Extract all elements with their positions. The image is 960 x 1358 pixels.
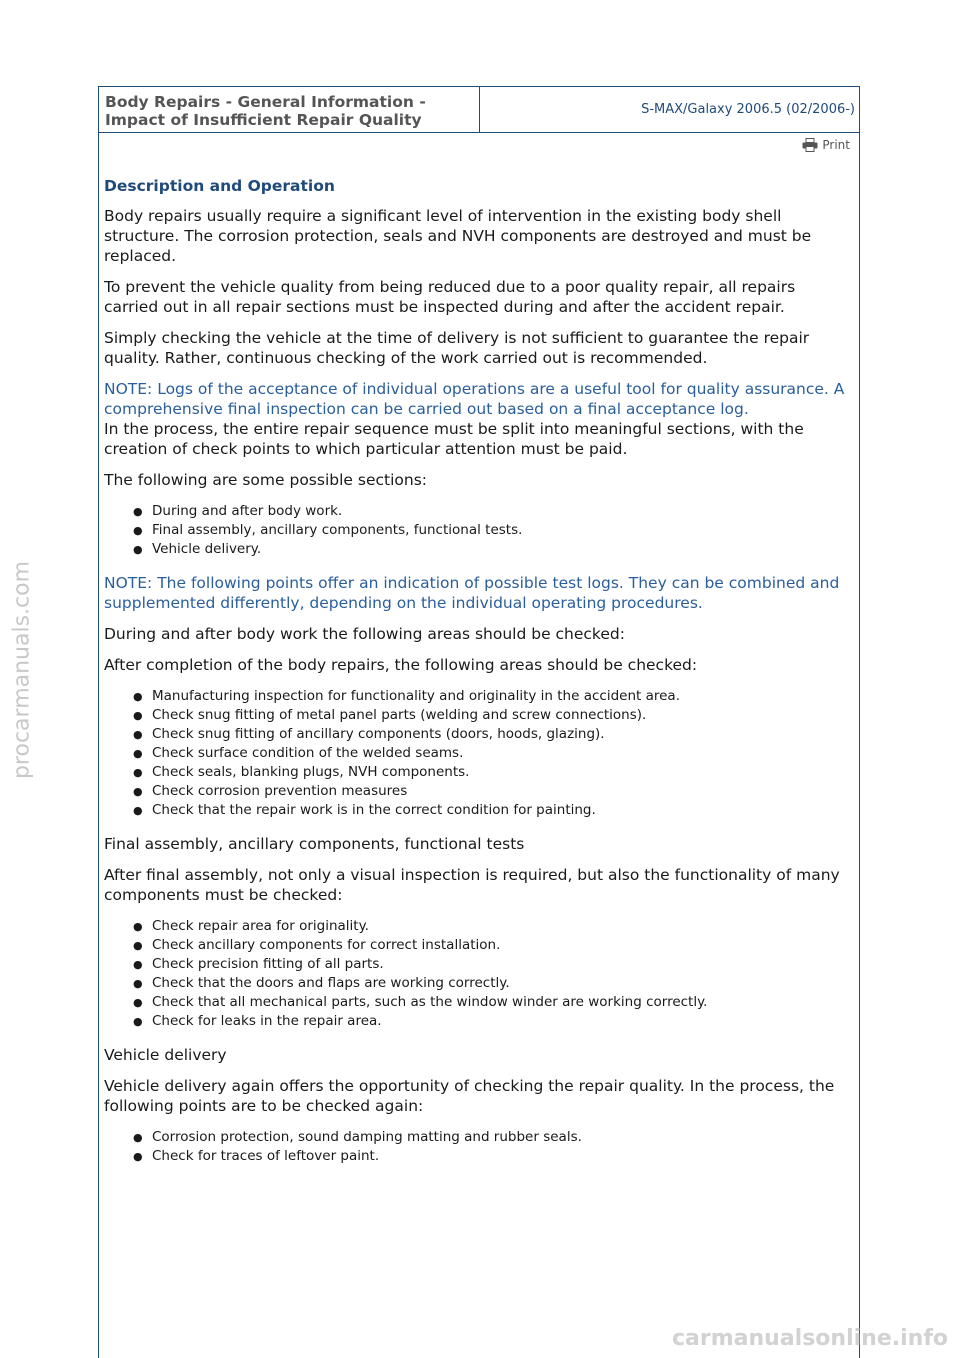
section-title: Description and Operation bbox=[104, 177, 335, 195]
list-item: ● Check corrosion prevention measures bbox=[152, 782, 849, 801]
sections-list bbox=[104, 502, 849, 559]
paragraph: Final assembly, ancillary components, functional tests bbox=[104, 835, 525, 853]
delivery-checks-list bbox=[104, 1128, 849, 1166]
document-header bbox=[98, 86, 860, 133]
side-watermark-text: procarmanuals.com bbox=[9, 560, 35, 780]
list-item: ● Check repair area for originality. bbox=[152, 917, 849, 936]
paragraph: After completion of the body repairs, the following areas should be checked: bbox=[104, 656, 698, 674]
paragraph: Body repairs usually require a significant level of intervention in the existing body shell structure. The corrosion protection, seals and NVH components are destroyed and must be replaced. bbox=[104, 207, 812, 265]
body-checks-list bbox=[104, 687, 849, 820]
paragraph: After final assembly, not only a visual inspection is required, but also the functionality of many components must be checked: bbox=[104, 866, 840, 904]
bottom-watermark: carmanualsonline.info bbox=[672, 1326, 948, 1351]
list-item: ● Vehicle delivery. bbox=[152, 540, 849, 559]
model-label: S-MAX/Galaxy 2006.5 (02/2006-) bbox=[641, 102, 855, 117]
paragraph: The following are some possible sections: bbox=[104, 471, 427, 489]
list-item: ● Final assembly, ancillary components, functional tests. bbox=[152, 521, 849, 540]
paragraph: During and after body work the following areas should be checked: bbox=[104, 625, 625, 643]
list-item: ● Manufacturing inspection for functionality and originality in the accident area. bbox=[152, 687, 849, 706]
print-label: Print bbox=[822, 138, 850, 152]
document-title bbox=[99, 87, 480, 132]
paragraph: In the process, the entire repair sequence must be split into meaningful sections, with the creation of check points to which particular attention must be paid. bbox=[104, 420, 804, 458]
title-line-2: Impact of Insufficient Repair Quality bbox=[105, 111, 422, 129]
paragraph: Vehicle delivery again offers the opportunity of checking the repair quality. In the process, the following points are to be checked again: bbox=[104, 1077, 835, 1115]
list-item: ● Check surface condition of the welded seams. bbox=[152, 744, 849, 763]
printer-icon bbox=[802, 138, 818, 152]
list-item: ● Check that the repair work is in the correct condition for painting. bbox=[152, 801, 849, 820]
list-item: ● Check that the doors and flaps are working correctly. bbox=[152, 974, 849, 993]
note: NOTE: Logs of the acceptance of individual operations are a useful tool for quality assurance. A comprehensive final inspection can be carried out based on a final acceptance log. bbox=[104, 380, 845, 418]
list-item: ● Corrosion protection, sound damping matting and rubber seals. bbox=[152, 1128, 849, 1147]
list-item: ● Check precision fitting of all parts. bbox=[152, 955, 849, 974]
list-item: ● During and after body work. bbox=[152, 502, 849, 521]
paragraph: Vehicle delivery bbox=[104, 1046, 227, 1064]
list-item: ● Check seals, blanking plugs, NVH components. bbox=[152, 763, 849, 782]
assembly-checks-list bbox=[104, 917, 849, 1031]
list-item: ● Check for traces of leftover paint. bbox=[152, 1147, 849, 1166]
document-body bbox=[104, 168, 849, 1180]
title-line-1: Body Repairs - General Information - bbox=[105, 93, 426, 111]
print-link[interactable] bbox=[802, 138, 850, 152]
list-item: ● Check snug fitting of metal panel parts (welding and screw connections). bbox=[152, 706, 849, 725]
list-item: ● Check that all mechanical parts, such as the window winder are working correctly. bbox=[152, 993, 849, 1012]
paragraph: To prevent the vehicle quality from being reduced due to a poor quality repair, all repairs carried out in all repair sections must be inspected during and after the accident repair. bbox=[104, 278, 796, 316]
list-item: ● Check snug fitting of ancillary components (doors, hoods, glazing). bbox=[152, 725, 849, 744]
side-watermark bbox=[2, 540, 42, 800]
list-item: ● Check for leaks in the repair area. bbox=[152, 1012, 849, 1031]
list-item: ● Check ancillary components for correct installation. bbox=[152, 936, 849, 955]
paragraph: Simply checking the vehicle at the time of delivery is not sufficient to guarantee the repair quality. Rather, continuous checking of the work carried out is recommended. bbox=[104, 329, 810, 367]
note: NOTE: The following points offer an indication of possible test logs. They can be combined and supplemented differently, depending on the individual operating procedures. bbox=[104, 574, 840, 612]
